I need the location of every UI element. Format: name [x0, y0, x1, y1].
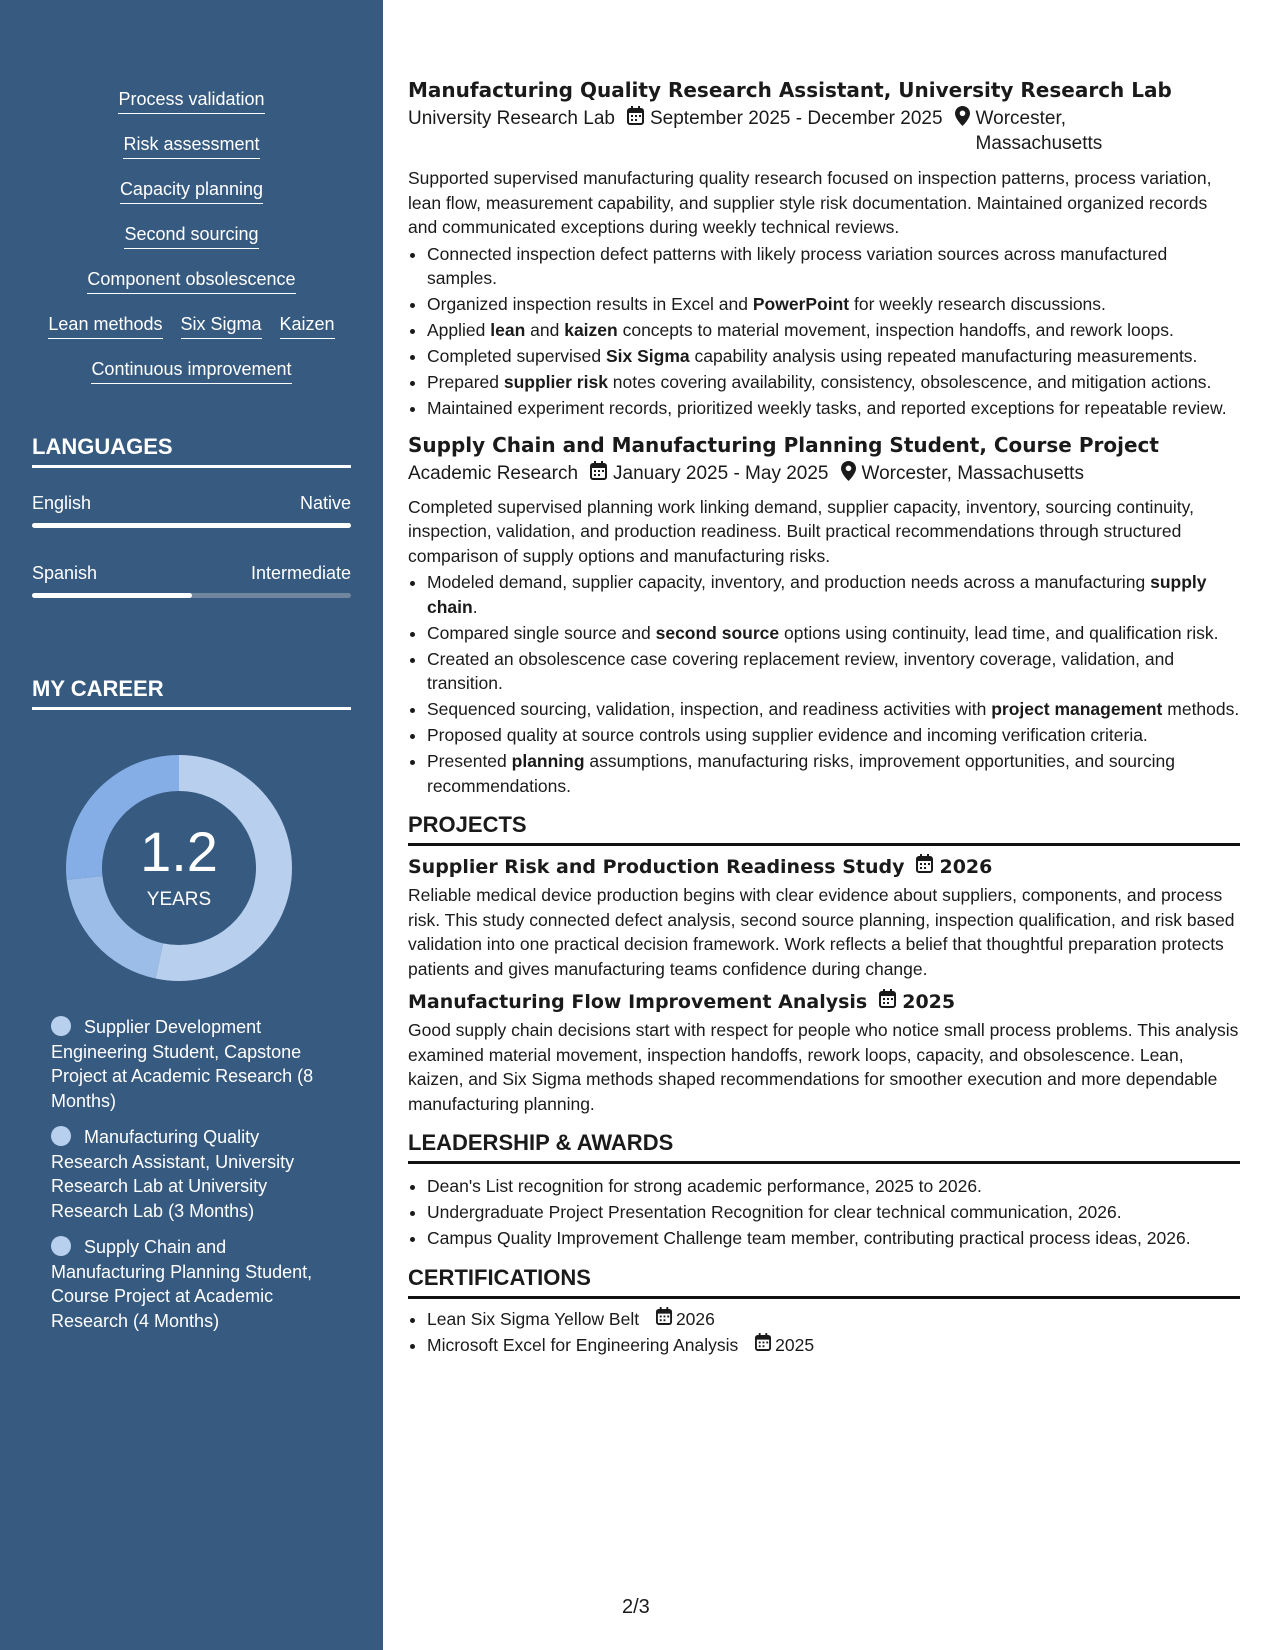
skill-tag: Risk assessment — [123, 131, 259, 159]
job-bullet — [427, 723, 1240, 748]
bullet-text: Compared single source and — [427, 622, 656, 643]
award-item: • Undergraduate Project Presentation Recognition for clear technical communication, 2026. — [427, 1200, 1240, 1225]
bullet-keyword: supply chain — [427, 572, 1207, 617]
project-title-row — [408, 854, 1240, 881]
skill-tag: Capacity planning — [120, 176, 263, 204]
career-item-text: Supply Chain and Manufacturing Planning Student, Course Project at Academic Research (4 Months) — [51, 1237, 313, 1331]
language-level: Native — [299, 493, 351, 513]
award-item: • Campus Quality Improvement Challenge team member, contributing practical process ideas, 2026. — [427, 1226, 1240, 1251]
certification-year: 2025 — [775, 1334, 815, 1355]
job-org: Academic Research — [408, 462, 579, 484]
language-proficiency-fill — [32, 593, 192, 598]
job-entry — [408, 76, 1240, 421]
certification-name: Lean Six Sigma Yellow Belt — [427, 1308, 640, 1329]
career-heading: MY CAREER — [32, 676, 351, 710]
bullet-text: Connected inspection defect patterns with likely process variation sources across manufactured samples. — [427, 243, 1168, 288]
skills-row — [32, 176, 351, 204]
bullet-text: notes covering availability, consistency, obsolescence, and mitigation actions. — [607, 372, 1212, 392]
job-org: University Research Lab — [408, 108, 615, 129]
bullet-keyword: Six Sigma — [605, 346, 690, 366]
career-item — [51, 1015, 341, 1113]
job-bullet — [427, 318, 1240, 343]
job-location-line1: Worcester, — [975, 108, 1067, 129]
bullet-text: for weekly research discussions. — [849, 294, 1106, 314]
skills-row — [32, 356, 351, 384]
job-bullet — [427, 370, 1240, 395]
language-proficiency-fill — [32, 523, 351, 528]
bullet-text: capability analysis using repeated manufacturing measurements. — [689, 346, 1198, 366]
skill-tag: Lean methods — [48, 311, 162, 339]
calendar-icon — [916, 854, 933, 881]
certifications-heading: CERTIFICATIONS — [408, 1265, 1240, 1299]
career-dot-icon — [51, 1016, 71, 1036]
page-number: 2/3 — [622, 1596, 650, 1618]
calendar-icon — [755, 1333, 771, 1358]
bullet-keyword: kaizen — [564, 320, 618, 340]
language-spanish — [32, 561, 351, 598]
bullet-keyword: lean — [490, 320, 526, 340]
job-bullet — [427, 697, 1240, 722]
certification-item — [427, 1333, 1240, 1358]
project-title: Supplier Risk and Production Readiness Study — [408, 856, 905, 878]
job-title: Supply Chain and Manufacturing Planning Student, Course Project — [408, 432, 1159, 457]
job-description: Completed supervised planning work linking demand, supplier capacity, inventory, sourcing continuity, inspection, validation, and production readiness. Built practical recommendations through structured comparison of supply options and manufacturing risks. — [408, 496, 1194, 566]
language-proficiency-bar — [32, 593, 351, 598]
job-entry — [408, 431, 1240, 799]
job-dates: January 2025 - May 2025 — [613, 462, 829, 484]
career-list — [51, 1015, 341, 1345]
job-meta — [408, 106, 1240, 156]
bullet-keyword: planning — [511, 751, 585, 771]
skill-tag: Kaizen — [280, 311, 335, 339]
skills-row — [32, 86, 351, 114]
certifications-list — [408, 1307, 1240, 1358]
awards-heading: LEADERSHIP & AWARDS — [408, 1130, 1240, 1164]
bullet-text: Modeled demand, supplier capacity, inventory, and production needs across a manufacturing — [427, 572, 1151, 592]
projects-heading: PROJECTS — [408, 812, 1240, 846]
project-description: Reliable medical device production begins with clear evidence about suppliers, components, and process risk. This study connected defect analysis, second source planning, inspection qualification, and risk based validation into one practical decision framework. Work reflects a belief that thoughtful preparation protects patients and gives manufacturing teams confidence during change. — [408, 885, 1235, 979]
project-title-row — [408, 989, 1240, 1016]
career-item-text: Manufacturing Quality Research Assistant, University Research Lab at University Research Lab (3 Months) — [51, 1127, 295, 1221]
bullet-text: options using continuity, lead time, and qualification risk. — [779, 622, 1219, 643]
calendar-icon — [656, 1307, 672, 1332]
career-dot-icon — [51, 1126, 71, 1146]
project-year: 2026 — [939, 856, 993, 878]
job-bullets — [408, 242, 1240, 421]
bullet-text: Created an obsolescence case covering replacement review, inventory coverage, validation, and transition. — [427, 648, 1175, 693]
sidebar — [0, 0, 383, 1650]
job-bullet — [427, 570, 1240, 619]
skills-row — [32, 131, 351, 159]
skill-tag: Second sourcing — [124, 221, 258, 249]
skills-row — [32, 221, 351, 249]
job-location: Worcester, Massachusetts — [861, 462, 1084, 484]
certification-year: 2026 — [675, 1308, 715, 1329]
languages-heading: LANGUAGES — [32, 434, 351, 468]
career-dot-icon — [51, 1236, 71, 1256]
language-proficiency-bar — [32, 523, 351, 528]
awards-list — [408, 1174, 1240, 1251]
language-name: English — [32, 493, 92, 513]
career-item — [51, 1125, 341, 1223]
job-location — [976, 106, 1103, 156]
bullet-keyword: PowerPoint — [752, 294, 850, 314]
job-dates: September 2025 - December 2025 — [649, 108, 943, 129]
bullet-text: Completed supervised — [427, 346, 606, 366]
career-item-text: Supplier Development Engineering Student, Capstone Project at Academic Research (8 Months) — [51, 1017, 314, 1111]
job-bullet — [427, 242, 1240, 291]
certification-name: Microsoft Excel for Engineering Analysis — [427, 1334, 739, 1355]
bullet-text: Applied — [427, 320, 491, 340]
skill-tag: Process validation — [118, 86, 264, 114]
job-bullet — [427, 749, 1240, 798]
bullet-text: assumptions, manufacturing risks, improvement opportunities, and sourcing recommendations. — [427, 751, 1175, 796]
calendar-icon — [627, 106, 644, 156]
project-year: 2025 — [902, 991, 956, 1013]
certification-item — [427, 1307, 1240, 1332]
skills-row — [32, 311, 351, 339]
language-name: Spanish — [32, 563, 98, 583]
job-bullets — [408, 570, 1240, 798]
job-description: Supported supervised manufacturing quality research focused on inspection patterns, process variation, lean flow, measurement capability, and supplier style risk documentation. Maintained organized records and communicated exceptions during weekly technical reviews. — [408, 168, 1212, 237]
project-title: Manufacturing Flow Improvement Analysis — [408, 991, 868, 1013]
career-total-years: 1.2 — [140, 820, 218, 883]
location-pin-icon — [841, 461, 856, 488]
award-item: • Dean's List recognition for strong academic performance, 2025 to 2026. — [427, 1174, 1240, 1199]
location-pin-icon — [955, 106, 970, 156]
job-bullet — [427, 647, 1240, 696]
job-bullet — [427, 621, 1240, 646]
bullet-text: Sequenced sourcing, validation, inspection, and readiness activities with — [427, 699, 992, 719]
calendar-icon — [590, 461, 607, 488]
project-description: Good supply chain decisions start with respect for people who notice small process problems. This analysis examined material movement, inspection handoffs, rework loops, capacity, and obsolescence. Lean, kaizen, and Six Sigma methods shaped recommendations for smoother execution and more dependable manufacturing planning. — [408, 1020, 1239, 1114]
bullet-text: methods. — [1162, 699, 1240, 719]
job-bullet — [427, 396, 1240, 421]
project-entry — [408, 989, 1240, 1116]
bullet-text: Proposed quality at source controls using supplier evidence and incoming verification criteria. — [427, 725, 1148, 745]
job-title: Manufacturing Quality Research Assistant, University Research Lab — [408, 78, 1172, 102]
skills-list — [32, 86, 351, 401]
bullet-text: Presented — [427, 751, 512, 771]
job-bullet — [427, 344, 1240, 369]
skill-tag: Component obsolescence — [87, 266, 295, 294]
bullet-keyword: second source — [655, 622, 780, 643]
bullet-keyword: supplier risk — [503, 372, 608, 392]
main-content — [408, 76, 1240, 1359]
bullet-text: Maintained experiment records, prioritized weekly tasks, and reported exceptions for repeatable review. — [427, 398, 1227, 418]
bullet-text: Prepared — [427, 372, 504, 392]
bullet-text: concepts to material movement, inspection handoffs, and rework loops. — [617, 320, 1174, 340]
bullet-keyword: project management — [991, 699, 1163, 719]
skills-row — [32, 266, 351, 294]
bullet-text: and — [525, 320, 565, 340]
career-years-label: YEARS — [146, 889, 212, 910]
language-level: Intermediate — [250, 563, 351, 583]
job-meta — [408, 461, 1240, 488]
bullet-text: Organized inspection results in Excel and — [427, 294, 753, 314]
job-bullet — [427, 292, 1240, 317]
job-location-line2: Massachusetts — [975, 133, 1103, 154]
skill-tag: Continuous improvement — [91, 356, 291, 384]
calendar-icon — [879, 989, 896, 1016]
language-english — [32, 491, 351, 528]
career-item — [51, 1235, 341, 1333]
skill-tag: Six Sigma — [181, 311, 262, 339]
bullet-text: . — [472, 596, 478, 617]
project-entry — [408, 854, 1240, 981]
